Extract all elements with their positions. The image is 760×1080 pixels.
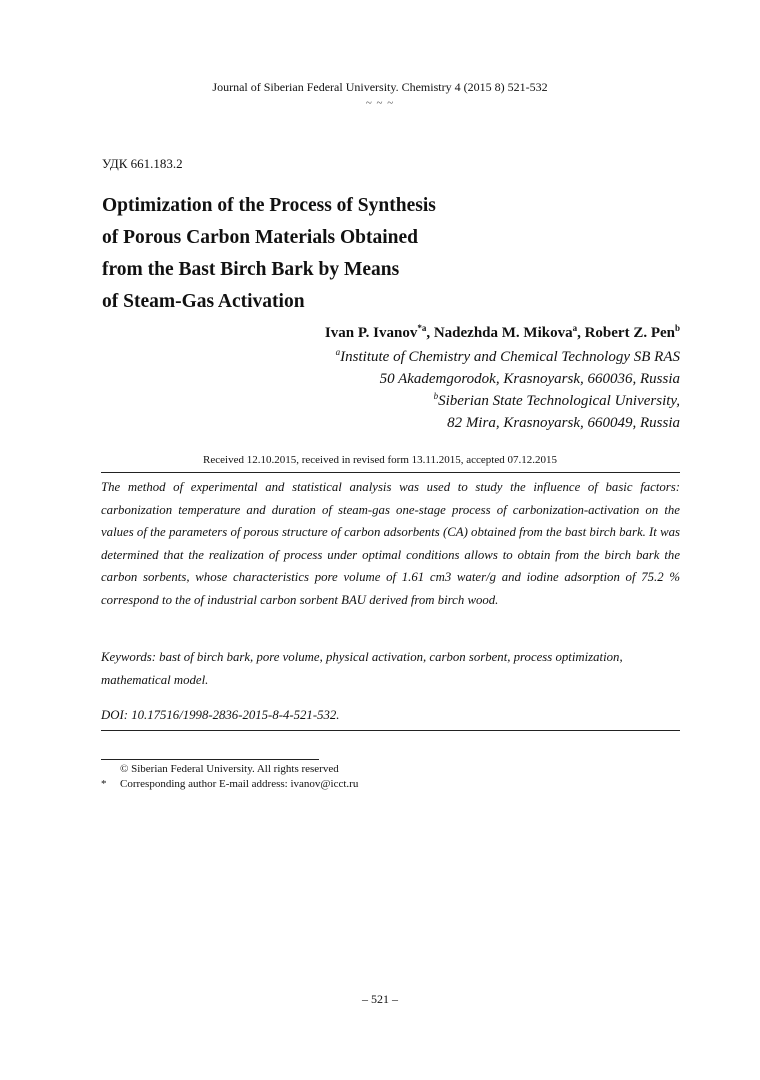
title-line: from the Bast Birch Bark by Means: [102, 259, 400, 280]
abstract-top-rule: [101, 472, 680, 473]
copyright-footnote: © Siberian Federal University. All rights reserved: [120, 763, 339, 775]
author-separator: ,: [577, 325, 585, 341]
author-sup: *a: [417, 323, 427, 333]
author-name: Robert Z. Pen: [584, 325, 675, 341]
affiliation-sup: a: [335, 347, 341, 357]
affiliation-text: Institute of Chemistry and Chemical Technology SB RAS: [340, 349, 680, 365]
affiliation-line: [336, 368, 680, 390]
author-list: [325, 325, 680, 342]
affiliation-text: Siberian State Technological University,: [438, 393, 680, 409]
affiliation-line: [336, 346, 680, 368]
affiliation-line: [336, 412, 680, 434]
udk-code: УДК 661.183.2: [102, 156, 183, 171]
title-line: Optimization of the Process of Synthesis: [102, 195, 436, 216]
keywords: Keywords: bast of birch bark, pore volume, physical activation, carbon sorbent, process optimization, mathematical model.: [101, 650, 623, 687]
footnote-rule: [101, 759, 319, 760]
corresponding-footnote: [101, 778, 358, 790]
title-line: of Steam-Gas Activation: [102, 291, 305, 312]
author-sup: b: [674, 323, 680, 333]
title-line: of Porous Carbon Materials Obtained: [102, 227, 418, 248]
author-name: Ivan P. Ivanov: [324, 325, 418, 341]
abstract-bottom-rule: [101, 730, 680, 731]
received-dates: Received 12.10.2015, received in revised form 13.11.2015, accepted 07.12.2015: [203, 454, 557, 466]
paper-title: [102, 190, 662, 318]
abstract: The method of experimental and statistical analysis was used to study the influence of basic factors: carbonization temperature and duration of steam-gas one-stage process of carbonization-activation on the values of the parameters of porous structure of carbon adsorbents (CA) obtained from the bast birch bark. It was determined that the realization of process under optimal conditions allows to obtain from the birch bark the carbon sorbents, whose characteristics pore volume of 1.61 cm3 water/g and iodine adsorption of 75.2 % correspond to the of industrial carbon sorbent BAU derived from birch wood.: [101, 480, 680, 607]
author-separator: ,: [426, 325, 434, 341]
header-ornament: ~ ~ ~: [365, 97, 395, 109]
journal-header: Journal of Siberian Federal University. Chemistry 4 (2015 8) 521-532: [212, 80, 548, 94]
footnote-mark: *: [101, 778, 107, 790]
doi-link[interactable]: DOI: 10.17516/1998-2836-2015-8-4-521-532.: [101, 708, 340, 722]
affiliation-text: 50 Akademgorodok, Krasnoyarsk, 660036, Russia: [379, 371, 680, 387]
page-number: – 521 –: [362, 992, 398, 1006]
affiliation-text: 82 Mira, Krasnoyarsk, 660049, Russia: [447, 415, 680, 431]
affiliations: [336, 346, 680, 434]
affiliation-sup: b: [433, 391, 439, 401]
author-sup: a: [572, 323, 578, 333]
corresponding-text: Corresponding author E-mail address: ivanov@icct.ru: [120, 778, 359, 790]
author-name: Nadezhda M. Mikova: [433, 325, 573, 341]
affiliation-line: [336, 390, 680, 412]
